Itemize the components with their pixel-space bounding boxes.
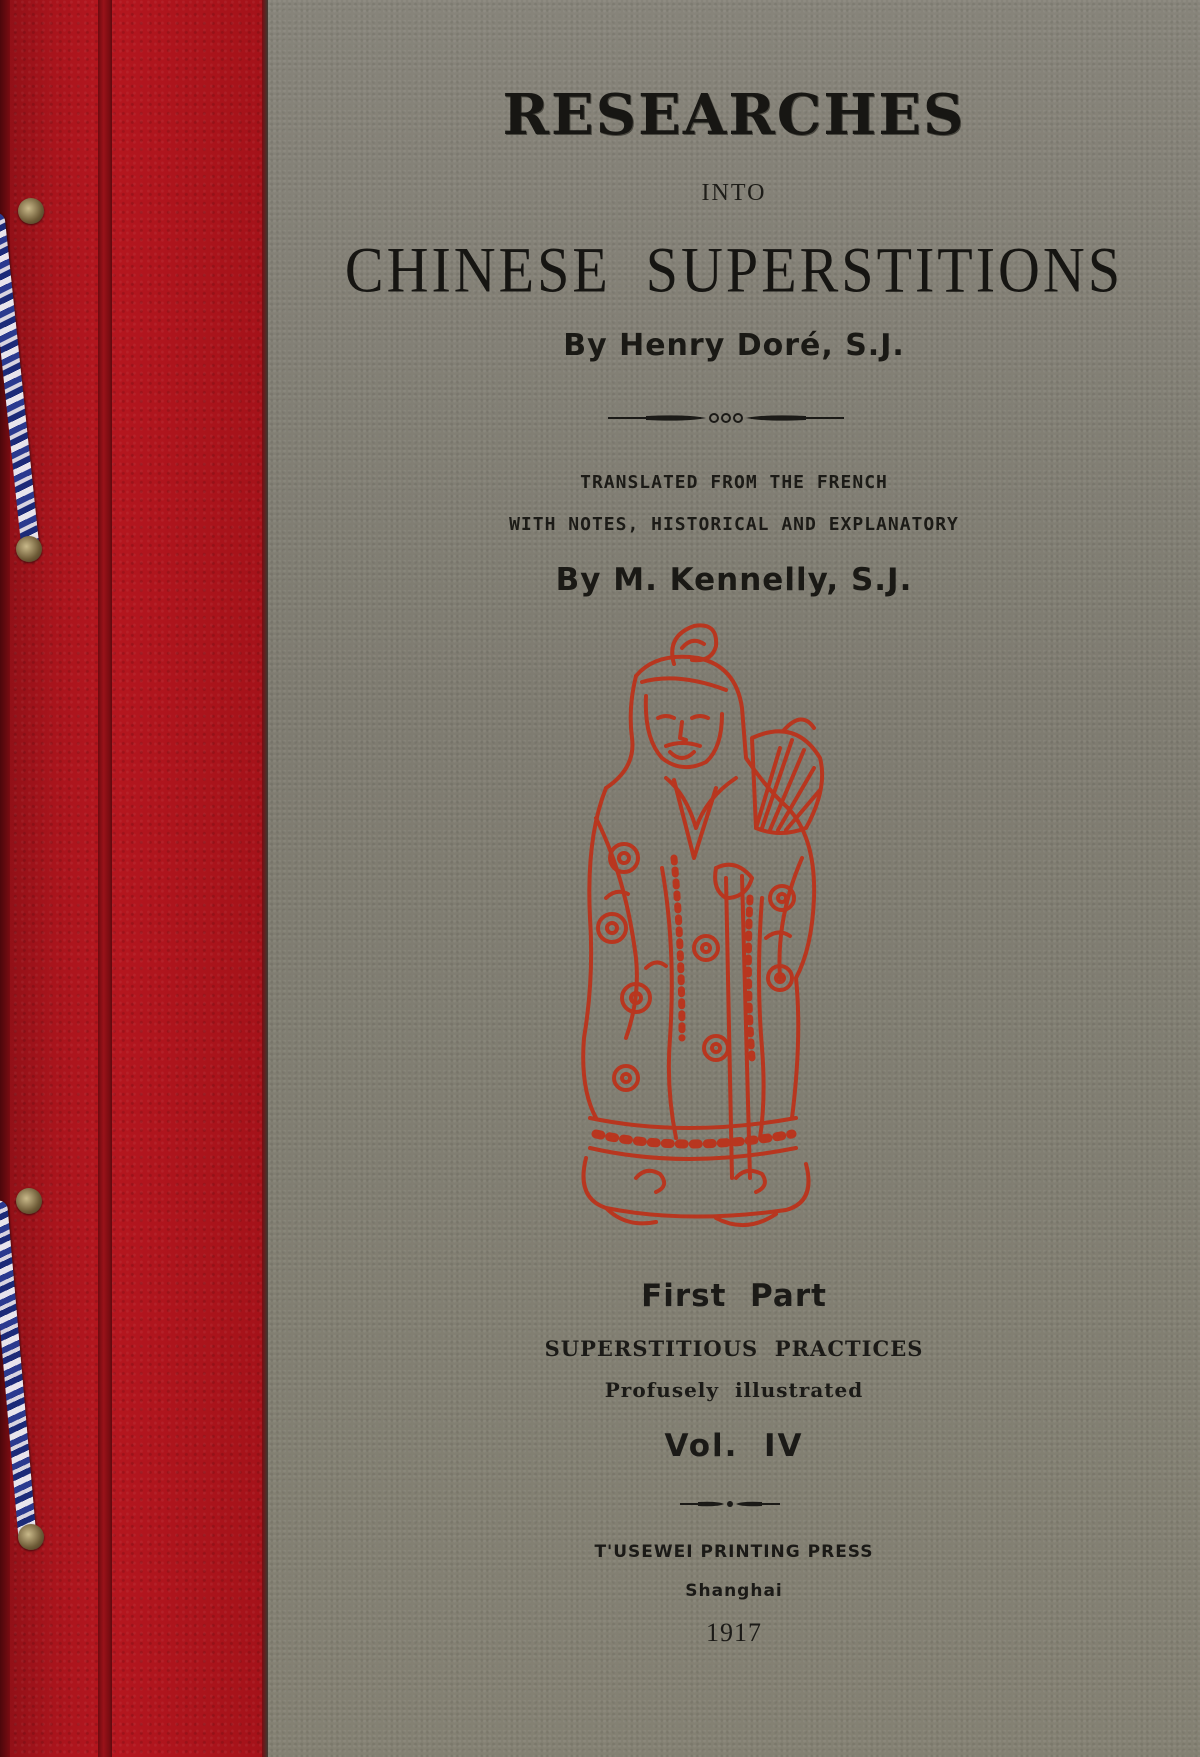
translator-line: By M. Kennelly, S.J. — [555, 562, 913, 598]
spine-fold — [98, 0, 112, 1757]
title-into: INTO — [701, 180, 767, 206]
subject-line: SUPERSTITIOUS PRACTICES — [544, 1336, 924, 1361]
author-line: By Henry Doré, S.J. — [563, 328, 905, 363]
part-heading: First Part — [641, 1278, 827, 1314]
grommet-upper-bottom — [16, 536, 42, 562]
rule-ornament-icon — [606, 408, 846, 428]
book-front-cover — [268, 0, 1200, 1757]
grommet-lower-bottom — [18, 1524, 44, 1550]
illustrated-line: Profusely illustrated — [604, 1378, 864, 1402]
grommet-upper-top — [18, 198, 44, 224]
volume-line: Vol. IV — [664, 1428, 804, 1464]
book-spine — [0, 0, 268, 1757]
notes-line: WITH NOTES, HISTORICAL AND EXPLANATORY — [509, 514, 959, 535]
translated-line: TRANSLATED FROM THE FRENCH — [580, 472, 888, 493]
title-main: CHINESE SUPERSTITIONS — [344, 233, 1124, 306]
publisher-line: T'USEWEI PRINTING PRESS — [594, 1542, 874, 1562]
city-line: Shanghai — [685, 1581, 783, 1601]
title-researches: RESEARCHES — [502, 82, 966, 148]
grommet-lower-top — [16, 1188, 42, 1214]
year-line: 1917 — [706, 1618, 762, 1647]
chinese-official-figure-icon — [566, 618, 896, 1258]
small-rule-ornament-icon — [678, 1497, 782, 1511]
